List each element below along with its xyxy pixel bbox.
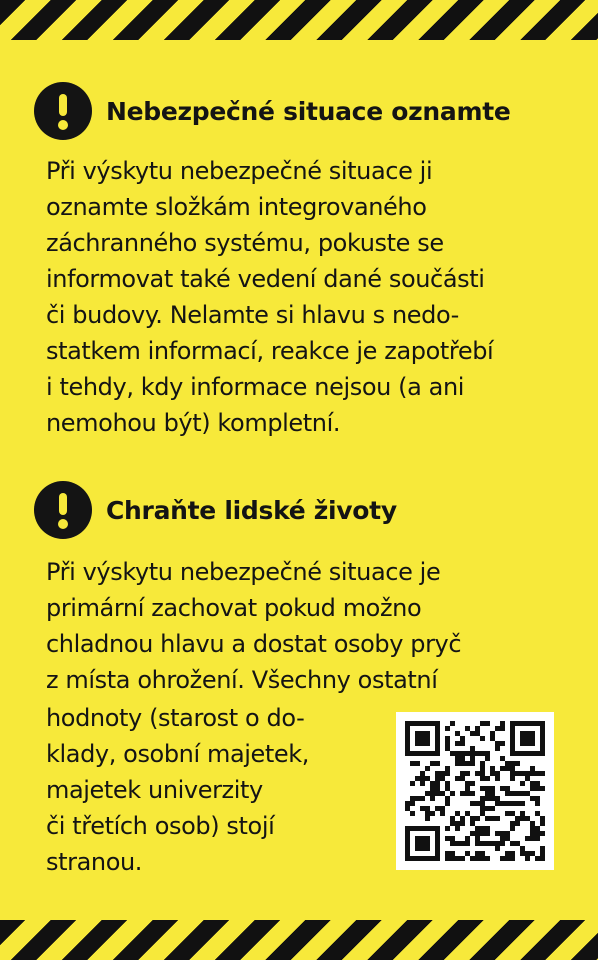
hazard-stripe-top xyxy=(0,0,598,40)
section-header-protect-lives xyxy=(34,481,397,539)
section-title-report: Nebezpečné situace oznamte xyxy=(106,96,511,126)
section-text-protect-lives: Při výskytu nebezpečné situace je primární zachovat pokud možno chladnou hlavu a dostat osoby pryč z místa ohrožení. Všechny ostatní xyxy=(46,558,462,694)
qr-code[interactable] xyxy=(396,712,554,870)
qr-code-pattern xyxy=(405,721,545,861)
section-text-report: Při výskytu nebezpečné situace ji oznamte složkám integrovaného záchranného systému, pokuste se informovat také vedení dané součásti či budovy. Nelamte si hlavu s nedo- statkem informací, reakce je zapotřebí i tehdy, kdy informace nejsou (a ani nemohou být) kompletní. xyxy=(46,157,494,437)
section-text-protect-lives-continued: hodnoty (starost o do- klady, osobní majetek, majetek univerzity či třetích osob) stojí stranou. xyxy=(46,704,310,876)
section-header-report xyxy=(34,82,511,140)
exclamation-icon xyxy=(34,82,92,140)
hazard-stripe-bottom xyxy=(0,920,598,960)
section-title-protect-lives: Chraňte lidské životy xyxy=(106,495,397,525)
exclamation-icon xyxy=(34,481,92,539)
